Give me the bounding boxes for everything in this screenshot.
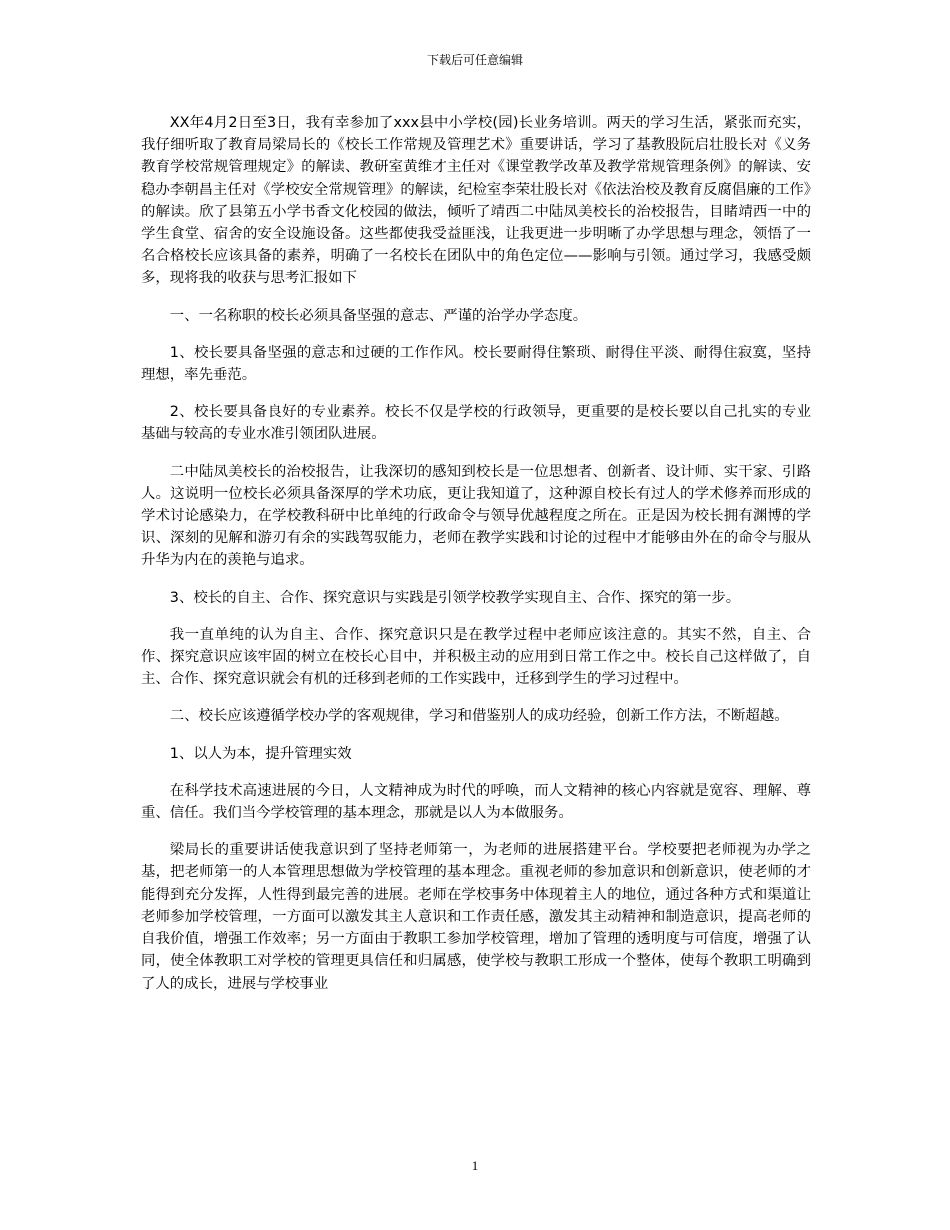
paragraph-item-1-1: 1、校长要具备坚强的意志和过硬的工作作风。校长要耐得住繁琐、耐得住平淡、耐得住寂寞，坚持理想，率先垂范。 — [141, 344, 811, 384]
page-header-note: 下载后可任意编辑 — [426, 53, 523, 67]
paragraph-heading-2: 二、校长应该遵循学校办学的客观规律，学习和借鉴别人的成功经验，创新工作方法，不断超越。 — [169, 708, 789, 725]
paragraph-intro: XX年4月2日至3日，我有幸参加了xxx县中小学校(园)长业务培训。两天的学习生活，紧张而充实，我仔细听取了教育局梁局长的《校长工作常规及管理艺术》重要讲话，学习了基教股阮启壮股长对《义务教育学校常规管理规定》的解读、教研室黄维才主任对《课堂教学改革及教学常规管理条例》的解读、安稳办李朝昌主任对《学校安全常规管理》的解读，纪检室李荣壮股长对《依法治校及教育反腐倡廉的工作》的解读。欣了县第五小学书香文化校园的做法，倾听了靖西二中陆凤美校长的治校报告，目睹靖西一中的学生食堂、宿舍的安全设施设备。这些都使我受益匪浅，让我更进一步明晰了办学思想与理念，领悟了一名合格校长应该具备的素养，明确了一名校长在团队中的角色定位——影响与引领。通过学习，我感受颇多，现将我的收获与思考汇报如下 — [141, 115, 811, 287]
paragraph-body: 梁局长的重要讲话使我意识到了坚持老师第一，为老师的进展搭建平台。学校要把老师视为办学之基，把老师第一的人本管理思想做为学校管理的基本理念。重视老师的参加意识和创新意识，使老师的才能得到充分发挥，人性得到最完善的进展。老师在学校事务中体现着主人的地位，通过各种方式和渠道让老师参加学校管理，一方面可以激发其主人意识和工作责任感，激发其主动精神和制造意识，提高老师的自我价值，增强工作效率；另一方面由于教职工参加学校管理，增加了管理的透明度与可信度，增强了认同，使全体教职工对学校的管理更具信任和归属感，使学校与教职工形成一个整体，使每个教职工明确到了人的成长，进展与学校事业 — [141, 842, 811, 992]
paragraph-body: 在科学技术高速进展的今日，人文精神成为时代的呼唤，而人文精神的核心内容就是宽容、理解、尊重、信任。我们当今学校管理的基本理念，那就是以人为本做服务。 — [141, 782, 811, 822]
paragraph-body: 二中陆凤美校长的治校报告，让我深切的感知到校长是一位思想者、创新者、设计师、实干家、引路人。这说明一位校长必须具备深厚的学术功底，更让我知道了，这种源自校长有过人的学术修养而形成的学术讨论感染力，在学校教科研中比单纯的行政命令与领导优越程度之所在。正是因为校长拥有渊博的学识、深刻的见解和游刃有余的实践驾驭能力，老师在教学实践和讨论的过程中才能够由外在的命令与服从升华为内在的羡艳与追求。 — [141, 463, 811, 569]
paragraph-item-2-1: 1、以人为本，提升管理实效 — [169, 745, 352, 762]
paragraph-heading-1: 一、一名称职的校长必须具备坚强的意志、严谨的治学办学态度。 — [169, 307, 588, 324]
paragraph-item-1-2: 2、校长要具备良好的专业素养。校长不仅是学校的行政领导，更重要的是校长要以自己扎实的专业基础与较高的专业水准引领团队进展。 — [141, 404, 811, 443]
page-number: 1 — [471, 1158, 479, 1173]
document-body — [141, 112, 811, 1010]
paragraph-item-1-3: 3、校长的自主、合作、探究意识与实践是引领学校教学实现自主、合作、探究的第一步。 — [169, 589, 741, 606]
paragraph-body: 我一直单纯的认为自主、合作、探究意识只是在教学过程中老师应该注意的。其实不然，自主、合作、探究意识应该牢固的树立在校长心目中，并积极主动的应用到日常工作之中。校长自己这样做了，自主、合作、探究意识就会有机的迁移到老师的工作实践中，迁移到学生的学习过程中。 — [141, 626, 811, 688]
